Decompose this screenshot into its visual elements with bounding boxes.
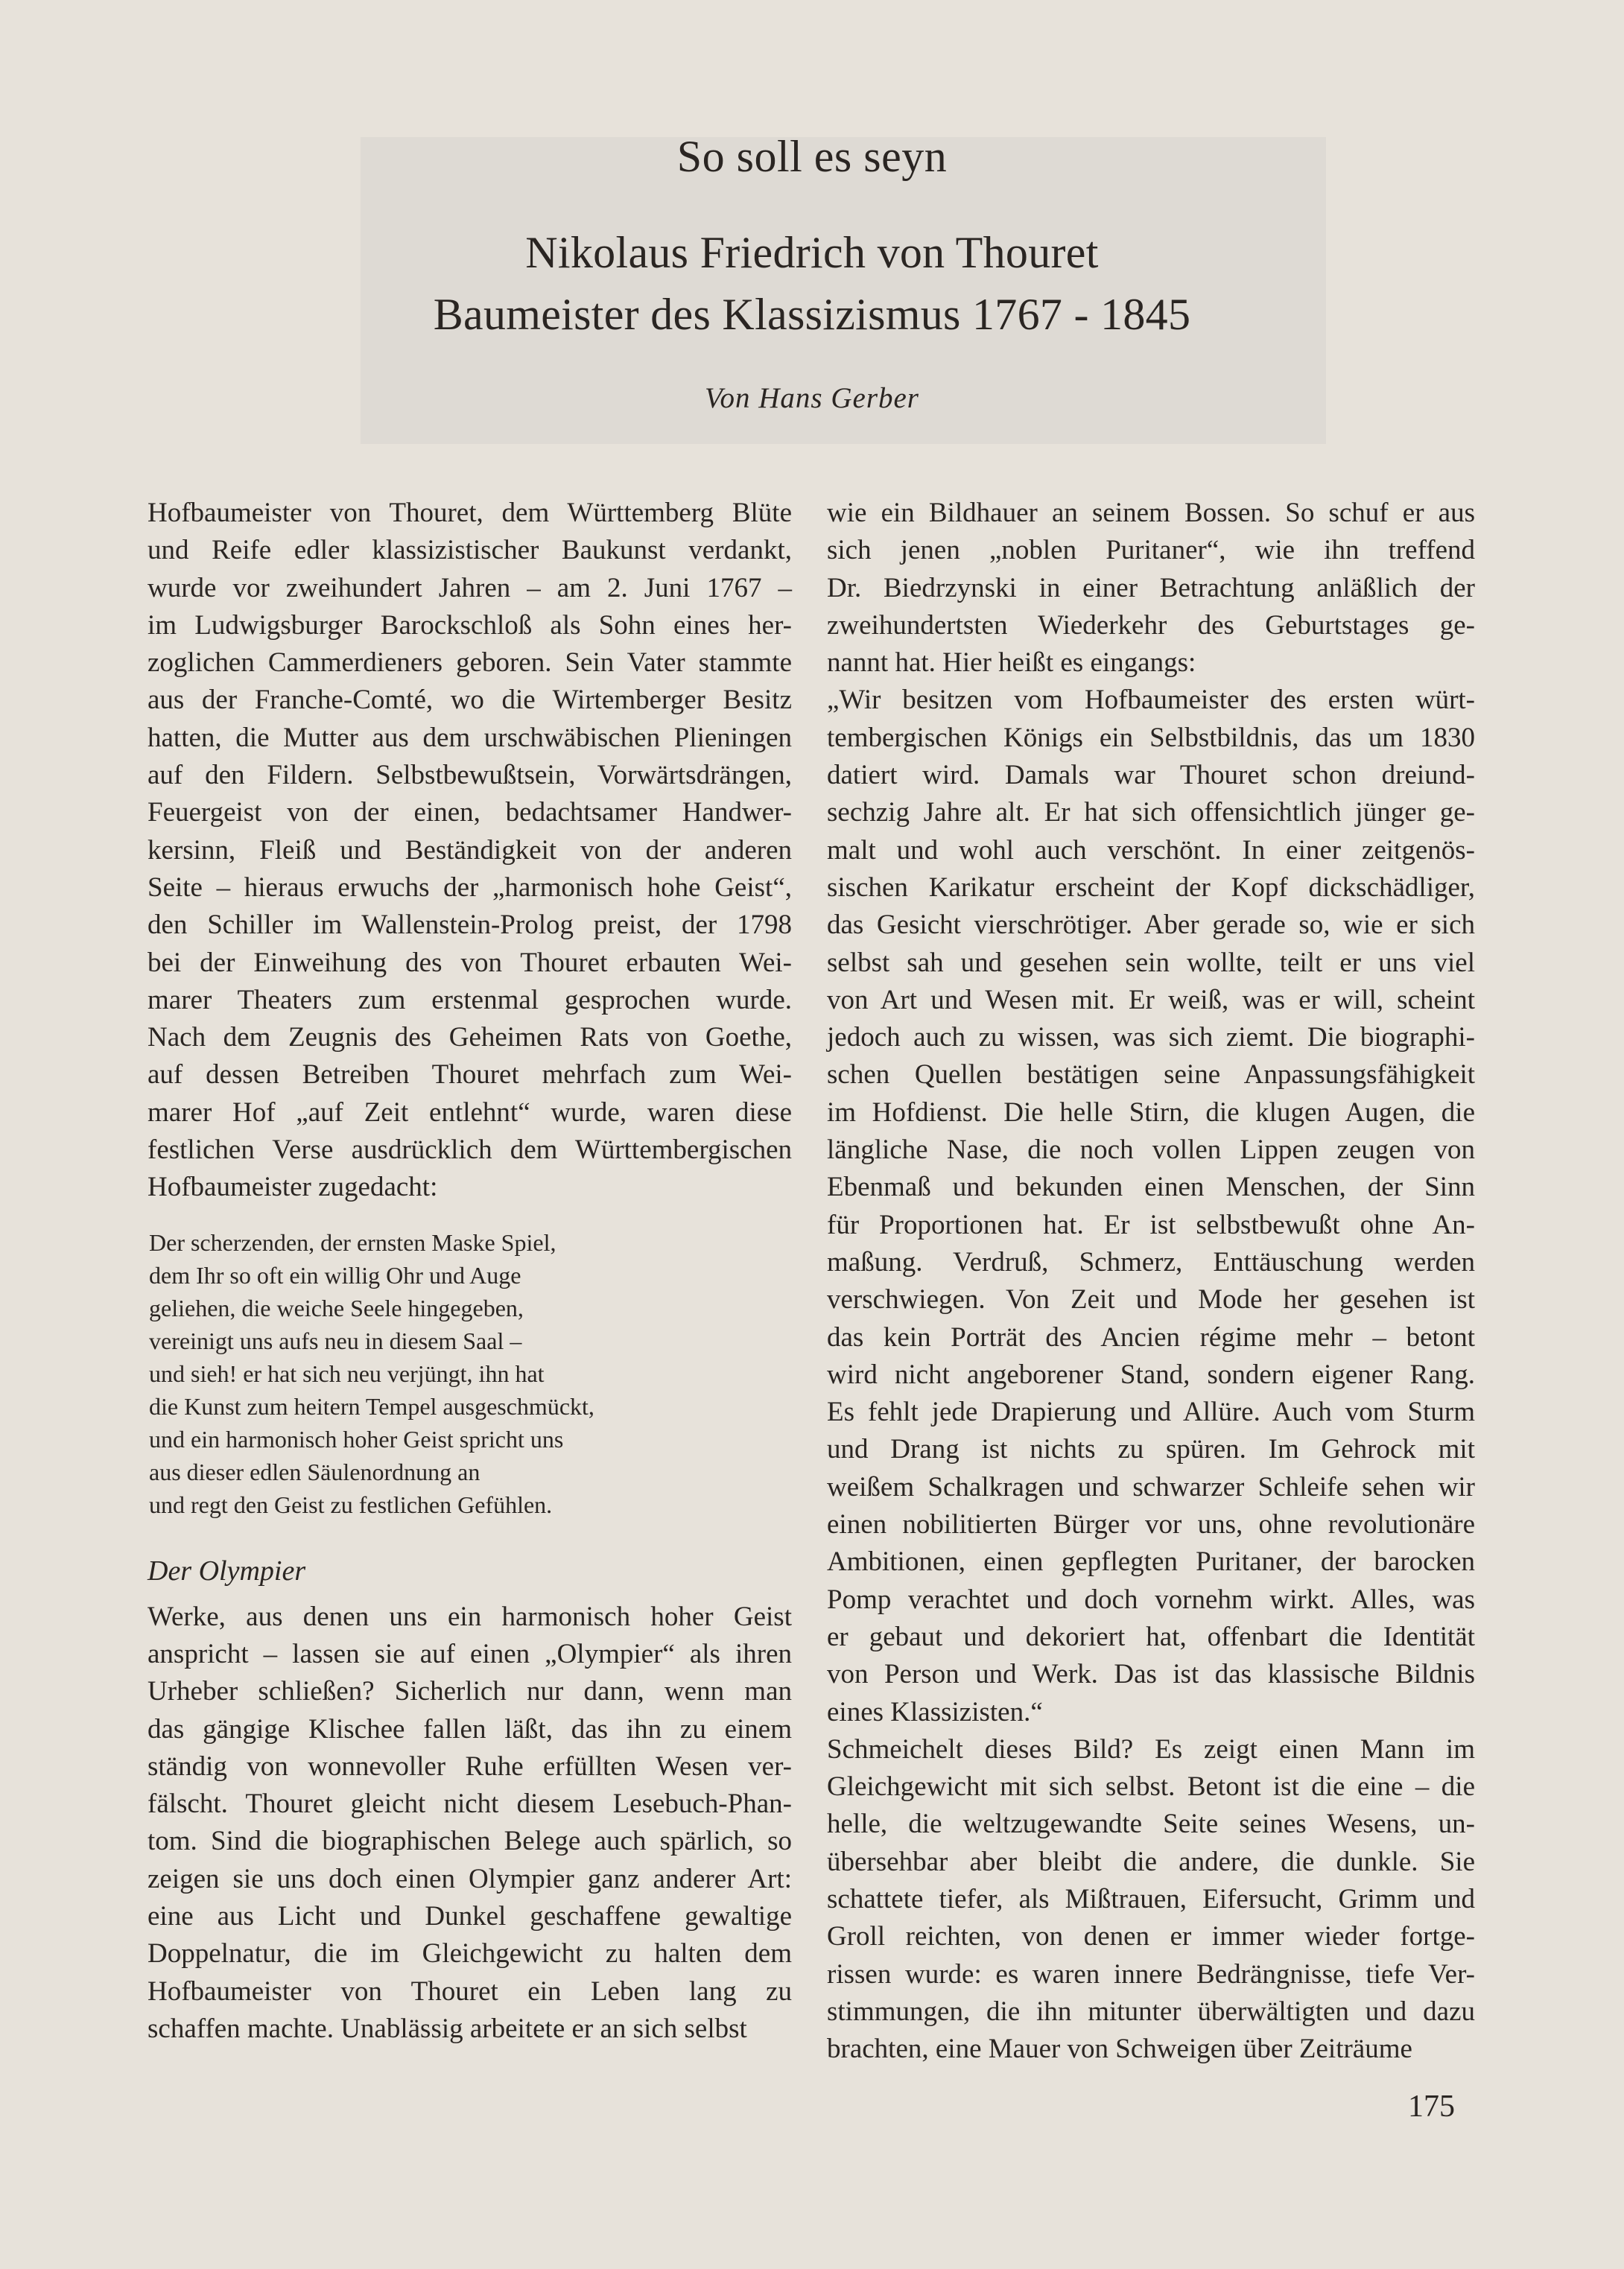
- text-line: malt und wohl auch verschönt. In einer zeitgenös-: [827, 834, 1475, 866]
- article-subtitle-line-1: Nikolaus Friedrich von Thouret: [525, 228, 1099, 277]
- verse-line: und sieh! er hat sich neu verjüngt, ihn hat: [149, 1359, 545, 1387]
- text-line: Ambitionen, einen gepflegten Puritaner, der barocken: [827, 1546, 1475, 1578]
- text-line: im Hofdienst. Die helle Stirn, die klugen Augen, die: [827, 1097, 1475, 1128]
- text-line: zweihundertsten Wiederkehr des Geburtstages ge-: [827, 609, 1475, 641]
- text-line: festlichen Verse ausdrücklich dem Württembergischen: [148, 1134, 792, 1166]
- text-line: Doppelnatur, die im Gleichgewicht zu halten dem: [148, 1938, 792, 1970]
- right-column-text: [827, 495, 1475, 2068]
- text-line: sich jenen „noblen Puritaner“, wie ihn treffend: [827, 535, 1475, 566]
- text-line: Hofbaumeister von Thouret, dem Württemberg Blüte: [148, 498, 792, 528]
- text-line: im Ludwigsburger Barockschloß als Sohn eines her-: [148, 609, 792, 641]
- text-line: hatten, die Mutter aus dem urschwäbischen Plieningen: [148, 722, 792, 753]
- text-line: wird nicht angeborener Stand, sondern eigener Rang.: [827, 1359, 1475, 1390]
- verse-line: vereinigt uns aufs neu in diesem Saal –: [149, 1327, 522, 1354]
- text-line: das kein Porträt des Ancien régime mehr – betont: [827, 1321, 1475, 1353]
- text-line: marer Hof „auf Zeit entlehnt“ wurde, waren diese: [148, 1097, 792, 1128]
- text-line: Feuergeist von der einen, bedachtsamer Handwer-: [148, 797, 792, 828]
- text-line: Ebenmaß und bekunden einen Menschen, der Sinn: [827, 1172, 1475, 1203]
- left-column: [148, 495, 792, 2048]
- text-line: schen Quellen bestätigen seine Anpassungsfähigkeit: [827, 1059, 1475, 1091]
- text-line: eines Klassizisten.“: [827, 1696, 1043, 1727]
- article-subtitle-line-2: Baumeister des Klassizismus 1767 - 1845: [433, 290, 1191, 339]
- text-line: zeigen sie uns doch einen Olympier ganz anderer Art:: [148, 1863, 792, 1894]
- text-line: stimmungen, die ihn mitunter überwältigten und dazu: [827, 1996, 1475, 2027]
- text-line: Hofbaumeister zugedacht:: [148, 1172, 438, 1203]
- text-line: den Schiller im Wallenstein-Prolog preist, der 1798: [148, 910, 792, 941]
- text-line: und Drang ist nichts zu spüren. Im Gehrock mit: [827, 1434, 1475, 1465]
- text-line: das Gesicht vierschrötiger. Aber gerade so, wie er sich: [827, 910, 1475, 941]
- text-line: tembergischen Königs ein Selbstbildnis, das um 1830: [827, 722, 1475, 753]
- section-paragraph: [148, 1599, 792, 2049]
- section-heading: Der Olympier: [148, 1555, 306, 1587]
- text-line: Gleichgewicht mit sich selbst. Betont ist die eine – die: [827, 1771, 1475, 1803]
- text-line: schattete tiefer, als Mißtrauen, Eifersucht, Grimm und: [827, 1883, 1475, 1914]
- text-line: kersinn, Fleiß und Beständigkeit von der anderen: [148, 834, 792, 866]
- text-line: nannt hat. Hier heißt es eingangs:: [827, 647, 1196, 679]
- verse-line: und ein harmonisch hoher Geist spricht uns: [149, 1425, 564, 1453]
- verse-line: Der scherzenden, der ernsten Maske Spiel,: [149, 1228, 556, 1256]
- text-line: Groll reichten, von denen er immer wieder fortge-: [827, 1921, 1475, 1952]
- text-line: Seite – hieraus erwuchs der „harmonisch hohe Geist“,: [148, 872, 792, 903]
- text-line: rissen wurde: es waren innere Bedrängnisse, tiefe Ver-: [827, 1958, 1475, 1990]
- article-title: So soll es seyn: [676, 132, 948, 181]
- text-line: aus der Franche-Comté, wo die Wirtemberger Besitz: [148, 685, 792, 716]
- text-line: selbst sah und gesehen sein wollte, teilt er uns viel: [827, 947, 1475, 978]
- text-line: Nach dem Zeugnis des Geheimen Rats von Goethe,: [148, 1022, 792, 1053]
- text-line: längliche Nase, die noch vollen Lippen zeugen von: [827, 1134, 1475, 1166]
- text-line: Es fehlt jede Drapierung und Allüre. Auch vom Sturm: [827, 1397, 1475, 1428]
- text-line: das gängige Klischee fallen läßt, das ihn zu einem: [148, 1713, 792, 1745]
- text-line: schaffen machte. Unablässig arbeitete er an sich selbst: [148, 2013, 747, 2044]
- verse-line: dem Ihr so oft ein willig Ohr und Auge: [149, 1261, 521, 1289]
- page-number: 175: [1408, 2089, 1455, 2124]
- text-line: und Reife edler klassizistischer Baukunst verdankt,: [148, 535, 792, 566]
- text-line: Urheber schließen? Sicherlich nur dann, wenn man: [148, 1676, 792, 1707]
- verse-quote: [149, 1226, 792, 1521]
- text-line: eine aus Licht und Dunkel geschaffene gewaltige: [148, 1901, 792, 1932]
- verse-line: geliehen, die weiche Seele hingegeben,: [149, 1294, 524, 1321]
- text-line: sischen Karikatur erscheint der Kopf dickschädliger,: [827, 872, 1475, 903]
- text-line: fälscht. Thouret gleicht nicht diesem Lesebuch-Phan-: [148, 1789, 792, 1820]
- text-line: datiert wird. Damals war Thouret schon dreiund-: [827, 760, 1475, 791]
- text-line: auf dessen Betreiben Thouret mehrfach zum Wei-: [148, 1059, 792, 1091]
- text-line: sechzig Jahre alt. Er hat sich offensichtlich jünger ge-: [827, 797, 1475, 828]
- right-column: [827, 495, 1475, 2068]
- verse-line: die Kunst zum heitern Tempel ausgeschmückt,: [149, 1392, 594, 1420]
- text-line: tom. Sind die biographischen Belege auch spärlich, so: [148, 1826, 792, 1857]
- text-line: „Wir besitzen vom Hofbaumeister des ersten würt-: [827, 685, 1475, 716]
- text-line: maßung. Verdruß, Schmerz, Enttäuschung werden: [827, 1246, 1475, 1278]
- text-line: für Proportionen hat. Er ist selbstbewußt ohne An-: [827, 1209, 1475, 1240]
- text-line: Hofbaumeister von Thouret ein Leben lang zu: [148, 1976, 792, 2007]
- text-line: Werke, aus denen uns ein harmonisch hoher Geist: [148, 1601, 792, 1632]
- text-line: weißem Schalkragen und schwarzer Schleife sehen wir: [827, 1471, 1475, 1502]
- text-line: er gebaut und dekoriert hat, offenbart die Identität: [827, 1621, 1475, 1652]
- text-line: wurde vor zweihundert Jahren – am 2. Juni 1767 –: [148, 572, 792, 603]
- text-line: Schmeichelt dieses Bild? Es zeigt einen Mann im: [827, 1733, 1475, 1765]
- verse-line: aus dieser edlen Säulenordnung an: [149, 1458, 480, 1485]
- text-line: zoglichen Cammerdieners geboren. Sein Vater stammte: [148, 647, 792, 679]
- text-line: auf den Fildern. Selbstbewußtsein, Vorwärtsdrängen,: [148, 760, 792, 791]
- text-line: bei der Einweihung des von Thouret erbauten Wei-: [148, 947, 792, 978]
- text-line: anspricht – lassen sie auf einen „Olympier“ als ihren: [148, 1638, 792, 1669]
- text-line: brachten, eine Mauer von Schweigen über Zeiträume: [827, 2034, 1412, 2065]
- text-line: wie ein Bildhauer an seinem Bossen. So schuf er aus: [827, 498, 1475, 528]
- text-line: von Art und Wesen mit. Er weiß, was er will, scheint: [827, 984, 1475, 1015]
- text-line: jedoch auch zu wissen, was sich ziemt. Die biographi-: [827, 1022, 1475, 1053]
- verse-line: und regt den Geist zu festlichen Gefühlen.: [149, 1491, 553, 1518]
- text-line: ständig von wonnevoller Ruhe erfüllten Wesen ver-: [148, 1751, 792, 1782]
- intro-paragraph: [148, 495, 792, 1207]
- author-byline: Von Hans Gerber: [705, 382, 919, 414]
- text-line: Pomp verachtet und doch vornehm wirkt. Alles, was: [827, 1584, 1475, 1615]
- text-line: Dr. Biedrzynski in einer Betrachtung anläßlich der: [827, 572, 1475, 603]
- text-line: verschwiegen. Von Zeit und Mode her gesehen ist: [827, 1284, 1475, 1316]
- text-line: einen nobilitierten Bürger vor uns, ohne revolutionäre: [827, 1509, 1475, 1540]
- text-line: von Person und Werk. Das ist das klassische Bildnis: [827, 1659, 1475, 1690]
- text-line: marer Theaters zum erstenmal gesprochen wurde.: [148, 984, 792, 1015]
- text-line: übersehbar aber bleibt die andere, die dunkle. Sie: [827, 1846, 1475, 1877]
- text-line: helle, die weltzugewandte Seite seines Wesens, un-: [827, 1809, 1475, 1840]
